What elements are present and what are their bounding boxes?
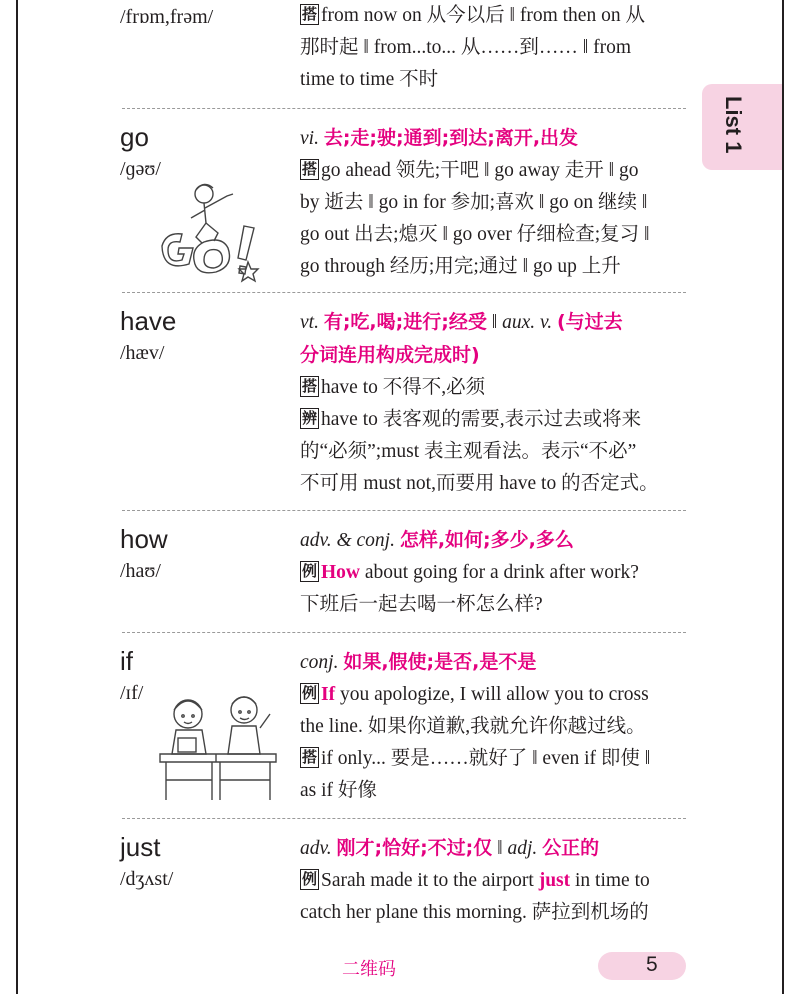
- line-text: go ahead 领先;干吧 ‖ go away 走开 ‖ go: [321, 160, 639, 181]
- headword: go: [120, 122, 149, 152]
- headword: just: [120, 832, 161, 862]
- example-tag: 例: [302, 684, 318, 702]
- definition-line: go out 出去;熄灭 ‖ go over 仔细检查;复习 ‖: [300, 224, 650, 245]
- collocation-tag: 搭: [302, 160, 318, 178]
- chinese-meaning-2: (与过去: [556, 311, 623, 333]
- example-text-pre: Sarah made it to the airport: [321, 870, 539, 891]
- highlighted-word: If: [321, 684, 336, 705]
- example-line: [300, 865, 690, 897]
- entry-divider: [122, 292, 686, 293]
- collocation-tag: 搭: [302, 748, 318, 766]
- part-of-speech-2: aux. v.: [502, 312, 553, 333]
- example-text: in time to: [570, 870, 650, 891]
- definition: [300, 122, 690, 283]
- line-text: from now on 从今以后 ‖ from then on 从: [321, 5, 645, 26]
- chinese-meaning: 刚才;恰好;不过;仅: [336, 837, 493, 859]
- line-text: have to 表客观的需要,表示过去或将来: [321, 409, 642, 430]
- example-tag: 例: [302, 562, 318, 580]
- definition-line: [300, 524, 690, 557]
- qr-code-label[interactable]: 二维码: [342, 959, 396, 979]
- page-number-pill: [598, 952, 686, 980]
- entry-divider: [122, 632, 686, 633]
- highlighted-word: just: [538, 870, 571, 891]
- phonetic: /ɪf/: [120, 682, 144, 704]
- chinese-meaning: 去;走;驶;通到;到达;离开,出发: [323, 127, 579, 149]
- example-translation: 下班后一起去喝一杯怎么样?: [300, 594, 543, 615]
- chinese-meaning: 有;吃,喝;进行;经受: [323, 311, 487, 333]
- phonetic: /frɒm,frəm/: [120, 6, 214, 28]
- definition: [300, 524, 690, 621]
- chinese-meaning: 怎样,如何;多少,多么: [399, 529, 574, 551]
- definition: [300, 832, 690, 929]
- definition-line: [300, 122, 690, 155]
- phonetic: /dʒʌst/: [120, 868, 174, 890]
- definition-line: [300, 404, 690, 436]
- line-text: have to 不得不,必须: [321, 377, 486, 398]
- part-of-speech: conj.: [300, 652, 339, 673]
- definition-line: [300, 743, 690, 775]
- collocation-tag: 搭: [302, 377, 318, 395]
- definition-line: [300, 306, 690, 339]
- definition-line: go through 经历;用完;通过 ‖ go up 上升: [300, 256, 621, 277]
- definition-line: [300, 646, 690, 679]
- chinese-meaning-2-cont: 分词连用构成完成时): [300, 344, 480, 366]
- line-text: if only... 要是……就好了 ‖ even if 即使 ‖: [321, 748, 651, 769]
- definition-line: 的“必须”;must 表主观看法。表示“不必”: [300, 441, 637, 462]
- definition: [300, 0, 690, 96]
- definition-line: [300, 155, 690, 187]
- headword: how: [120, 524, 168, 554]
- headword: have: [120, 306, 177, 336]
- definition-line: as if 好像: [300, 780, 377, 801]
- separator: ‖: [491, 312, 498, 333]
- chinese-meaning: 如果,假使;是否,是不是: [343, 651, 537, 673]
- headword: if: [120, 646, 133, 676]
- entry-divider: [122, 510, 686, 511]
- part-of-speech-2: adj.: [507, 838, 538, 859]
- chinese-meaning-2: 公正的: [542, 837, 600, 859]
- part-of-speech: adv. & conj.: [300, 530, 395, 551]
- boy-on-go-sign-illustration: [156, 180, 274, 286]
- list-tab-label: List 1: [721, 96, 746, 154]
- phonetic: /haʊ/: [120, 560, 161, 582]
- definition-line: time to time 不时: [300, 69, 439, 90]
- list-tab[interactable]: [702, 84, 782, 170]
- highlighted-word: How: [321, 562, 361, 583]
- part-of-speech: vt.: [300, 312, 319, 333]
- part-of-speech: adv.: [300, 838, 332, 859]
- page-frame-right: [782, 0, 784, 994]
- collocation-tag: 搭: [302, 5, 318, 23]
- page-number: 5: [646, 953, 658, 976]
- part-of-speech: vi.: [300, 128, 319, 149]
- entry-divider: [122, 818, 686, 819]
- students-at-desks-illustration: [156, 690, 280, 804]
- definition: [300, 646, 690, 807]
- example-text: about going for a drink after work?: [360, 562, 639, 583]
- entry-divider: [122, 108, 686, 109]
- example-line: catch her plane this morning. 萨拉到机场的: [300, 902, 649, 923]
- definition-line: [300, 0, 690, 32]
- example-line: [300, 679, 690, 711]
- phonetic: /hæv/: [120, 342, 165, 364]
- definition: [300, 306, 690, 500]
- example-line: the line. 如果你道歉,我就允许你越过线。: [300, 716, 646, 737]
- definition-line: [300, 832, 690, 865]
- example-tag: 例: [302, 870, 318, 888]
- phonetic: /ɡəʊ/: [120, 158, 161, 180]
- definition-line: by 逝去 ‖ go in for 参加;喜欢 ‖ go on 继续 ‖: [300, 192, 648, 213]
- definition-line: 不可用 must not,而要用 have to 的否定式。: [300, 473, 659, 494]
- definition-line: [300, 339, 690, 372]
- separator: ‖: [497, 838, 503, 859]
- page-frame-left: [16, 0, 18, 994]
- distinguish-tag: 辨: [302, 409, 318, 427]
- example-text: you apologize, I will allow you to cross: [335, 684, 649, 705]
- definition-line: 那时起 ‖ from...to... 从……到…… ‖ from: [300, 37, 632, 58]
- definition-line: [300, 372, 690, 404]
- example-line: [300, 557, 690, 589]
